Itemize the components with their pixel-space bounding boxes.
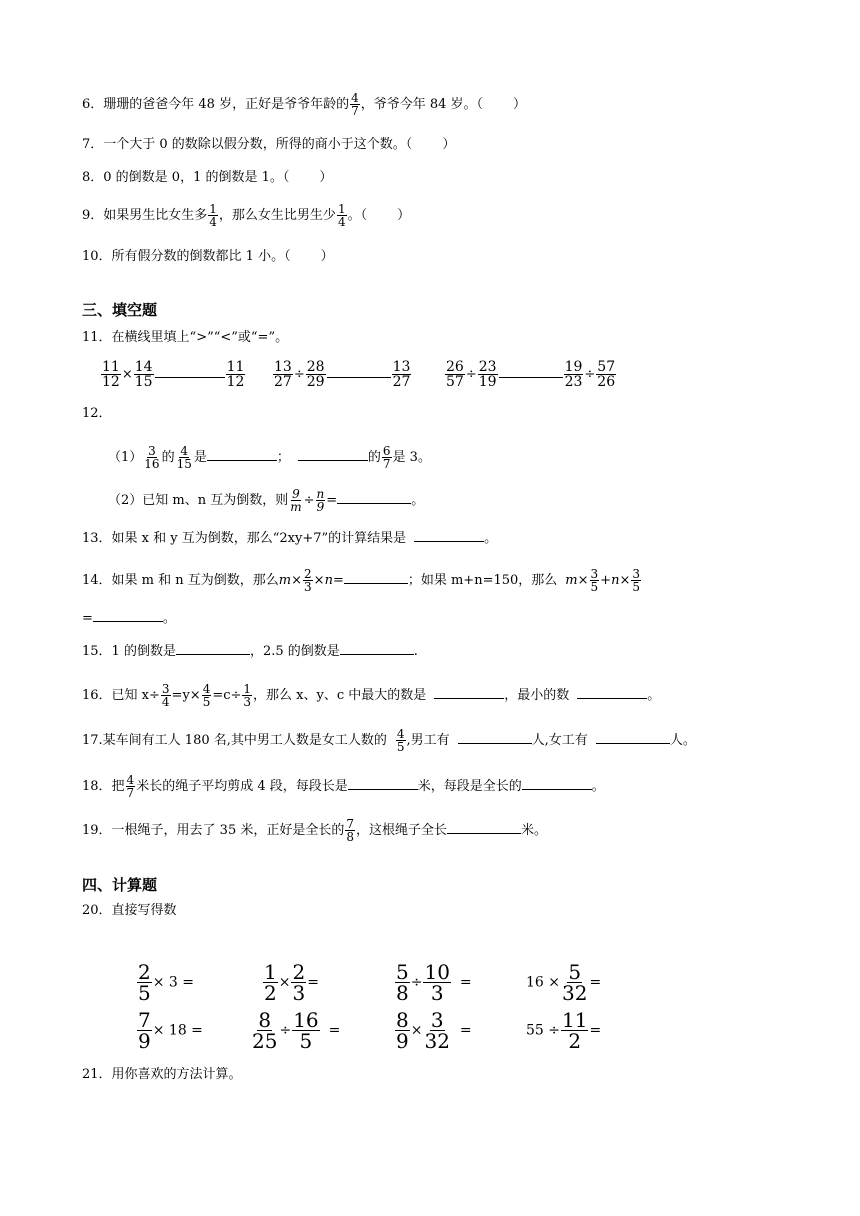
numerator: 1 xyxy=(337,202,346,216)
denominator: 12 xyxy=(226,374,245,390)
compare-item-3 xyxy=(444,360,617,389)
variable: n xyxy=(611,573,620,588)
fraction xyxy=(306,360,326,389)
operator: × xyxy=(278,974,291,991)
question-17 xyxy=(82,728,696,753)
numerator: 2 xyxy=(138,960,151,984)
question-8 xyxy=(82,171,332,184)
text: ，那么 x、y、c 中最大的数是 xyxy=(253,688,427,703)
denominator: 57 xyxy=(446,374,464,390)
answer-blank[interactable] xyxy=(155,376,225,378)
numerator: 2 xyxy=(292,960,306,984)
fraction xyxy=(596,360,616,389)
variable: m xyxy=(565,573,578,588)
numerator: 26 xyxy=(446,359,464,375)
denominator: 7 xyxy=(382,457,391,471)
numerator: 1 xyxy=(209,202,217,216)
answer-blank[interactable] xyxy=(447,832,521,834)
numerator: 6 xyxy=(382,444,391,458)
fraction xyxy=(590,568,600,593)
question-13 xyxy=(82,532,497,545)
numerator: 4 xyxy=(396,727,405,741)
numerator: 3 xyxy=(161,682,170,696)
question-12-part-1 xyxy=(108,445,431,470)
question-14-line-2 xyxy=(82,612,176,625)
denominator: 5 xyxy=(138,981,151,1005)
numerator: 5 xyxy=(396,960,409,984)
calc-expression-6 xyxy=(250,1010,340,1051)
numerator: 14 xyxy=(134,359,153,375)
variable: n xyxy=(324,573,333,588)
denominator: 32 xyxy=(424,1029,450,1053)
text: ，2.5 的倒数是 xyxy=(249,644,340,659)
text: 。 xyxy=(411,493,425,508)
denominator: 9 xyxy=(138,1029,151,1053)
question-9-text-end: 。（ xyxy=(347,208,368,223)
numerator: 11 xyxy=(226,359,245,375)
answer-blank[interactable] xyxy=(414,540,484,542)
answer-blank[interactable] xyxy=(298,459,368,461)
text: ；如果 m+n=150，那么 xyxy=(407,573,558,588)
numerator: 7 xyxy=(138,1008,151,1032)
denominator: 32 xyxy=(562,981,588,1005)
fraction xyxy=(395,962,410,1003)
expression-text: 16 × xyxy=(526,974,560,991)
operator: = xyxy=(328,1022,341,1039)
denominator: 7 xyxy=(126,786,135,800)
numerator: 10 xyxy=(424,960,450,984)
expression-text: 55 ÷ xyxy=(526,1022,560,1039)
question-7 xyxy=(82,138,455,151)
fraction xyxy=(631,568,641,593)
numerator: 3 xyxy=(590,567,599,581)
denominator: 5 xyxy=(299,1029,313,1053)
answer-blank[interactable] xyxy=(207,459,277,461)
question-14-text: 14．如果 m 和 n 互为倒数，那么 xyxy=(82,573,279,588)
numerator: 1 xyxy=(243,682,252,696)
numerator: 4 xyxy=(202,682,211,696)
question-6-text: 6．珊珊的爸爸今年 48 岁，正好是爷爷年龄的 xyxy=(82,97,350,112)
question-7-text: 7．一个大于 0 的数除以假分数，所得的商小于这个数。（ xyxy=(82,137,413,152)
text: 的 xyxy=(367,450,381,465)
operator: × xyxy=(121,367,133,382)
fraction xyxy=(226,360,246,389)
numerator: 57 xyxy=(597,359,616,375)
answer-blank[interactable] xyxy=(337,502,411,504)
fraction xyxy=(564,360,584,389)
denominator: 5 xyxy=(202,695,211,709)
calc-expression-1 xyxy=(136,962,194,1003)
calc-expression-8 xyxy=(526,1010,601,1051)
operator: ÷ xyxy=(293,367,305,382)
answer-blank[interactable] xyxy=(458,742,532,744)
fraction xyxy=(208,203,218,228)
operator: = xyxy=(459,974,472,991)
variable: m xyxy=(278,573,292,588)
calc-expression-4 xyxy=(526,962,601,1003)
fraction xyxy=(396,728,406,753)
denominator: 16 xyxy=(144,457,160,471)
denominator: 25 xyxy=(252,1029,278,1053)
denominator: 5 xyxy=(590,580,599,594)
fraction xyxy=(292,1010,319,1051)
text: 米，每段是全长的 xyxy=(417,779,522,794)
operator: = xyxy=(459,1022,472,1039)
numerator: 13 xyxy=(274,359,292,375)
numerator: 3 xyxy=(430,1008,444,1032)
denominator: 3 xyxy=(430,981,444,1005)
answer-blank[interactable] xyxy=(522,788,592,790)
fraction xyxy=(423,962,450,1003)
denominator: 3 xyxy=(304,580,312,594)
fraction xyxy=(263,962,278,1003)
text: 人,女工有 xyxy=(531,733,588,748)
question-18 xyxy=(82,774,605,799)
text: 是 xyxy=(193,450,207,465)
question-14 xyxy=(82,568,642,593)
numerator: n xyxy=(316,487,325,501)
question-19 xyxy=(82,818,547,843)
answer-paren-close: ） xyxy=(320,249,334,264)
fraction xyxy=(316,488,326,513)
numerator: 1 xyxy=(264,960,277,984)
fraction xyxy=(445,360,465,389)
numerator: 3 xyxy=(632,567,640,581)
fraction xyxy=(382,445,392,470)
numerator: 16 xyxy=(293,1008,319,1032)
question-13-text: 13．如果 x 和 y 互为倒数，那么“2xy+7”的计算结果是 xyxy=(82,531,407,546)
question-15 xyxy=(82,645,418,658)
expression-text: × 18 = xyxy=(152,1022,203,1039)
numerator: 23 xyxy=(478,359,497,375)
section-heading-calculation: 四、计算题 xyxy=(82,876,158,894)
question-6 xyxy=(82,92,526,117)
text: ； xyxy=(276,450,290,465)
denominator: 15 xyxy=(134,374,153,390)
question-10-text: 10．所有假分数的倒数都比 1 小。（ xyxy=(82,249,291,264)
question-12-part-2 xyxy=(108,488,424,513)
denominator: 5 xyxy=(632,580,640,594)
operator: ÷ xyxy=(279,1022,292,1039)
question-10 xyxy=(82,250,334,263)
operator: × xyxy=(577,573,589,588)
denominator: 9 xyxy=(396,1029,409,1053)
answer-paren-close: ） xyxy=(319,170,333,185)
fraction xyxy=(392,360,412,389)
text: 米。 xyxy=(521,823,548,838)
fraction xyxy=(289,488,302,513)
fraction xyxy=(137,1010,152,1051)
question-21 xyxy=(82,1068,242,1081)
numerator: 3 xyxy=(148,444,156,458)
answer-paren-close: ） xyxy=(513,97,527,112)
denominator: 26 xyxy=(597,374,616,390)
fraction xyxy=(202,683,212,708)
denominator: 7 xyxy=(351,104,359,118)
text: 。 xyxy=(162,611,176,626)
text: 。 xyxy=(484,531,498,546)
question-16-text: 16．已知 x÷ xyxy=(82,688,160,703)
question-12-number: 12． xyxy=(82,406,112,421)
answer-blank[interactable] xyxy=(577,697,647,699)
fraction xyxy=(273,360,293,389)
fraction xyxy=(561,962,588,1003)
operator: ÷ xyxy=(584,367,596,382)
operator: ÷ xyxy=(410,974,423,991)
fraction xyxy=(423,1010,450,1051)
numerator: 5 xyxy=(568,960,582,984)
denominator: 23 xyxy=(564,374,583,390)
denominator: m xyxy=(290,500,302,514)
part-label: （1） xyxy=(108,450,143,465)
compare-item-1 xyxy=(100,360,246,389)
numerator: 7 xyxy=(346,817,354,831)
answer-blank[interactable] xyxy=(327,376,391,378)
fraction xyxy=(345,818,355,843)
numerator: 8 xyxy=(396,1008,409,1032)
text: 的 xyxy=(161,450,175,465)
fraction xyxy=(350,92,360,117)
question-11-text: 11．在横线里填上“>”“<”或“=”。 xyxy=(82,330,289,345)
part-label: （2）已知 m、n 互为倒数，则 xyxy=(108,493,289,508)
text: 人。 xyxy=(669,733,696,748)
denominator: 5 xyxy=(396,740,405,754)
denominator: 27 xyxy=(392,374,411,390)
question-9-text-mid: ，那么女生比男生少 xyxy=(218,208,336,223)
denominator: 4 xyxy=(161,695,170,709)
text: 米长的绳子平均剪成 4 段，每段长是 xyxy=(136,779,348,794)
denominator: 15 xyxy=(176,457,192,471)
denominator: 4 xyxy=(337,215,346,229)
fraction xyxy=(561,1010,588,1051)
denominator: 8 xyxy=(396,981,409,1005)
fraction xyxy=(395,1010,410,1051)
denominator: 27 xyxy=(274,374,292,390)
answer-blank[interactable] xyxy=(93,620,163,622)
text: 是 3。 xyxy=(392,450,431,465)
calc-expression-5 xyxy=(136,1010,203,1051)
answer-paren-close: ） xyxy=(397,208,411,223)
question-6-text-end: ，爷爷今年 84 岁。（ xyxy=(360,97,484,112)
expression-text: × 3 = xyxy=(152,974,195,991)
numerator: 4 xyxy=(180,444,189,458)
question-20-text: 20．直接写得数 xyxy=(82,903,177,918)
question-21-text: 21．用你喜欢的方法计算。 xyxy=(82,1067,242,1082)
numerator: 9 xyxy=(292,487,300,501)
question-8-text: 8．0 的倒数是 0，1 的倒数是 1。（ xyxy=(82,170,290,185)
operator: = xyxy=(332,573,344,588)
text: . xyxy=(413,644,418,659)
question-11 xyxy=(82,331,288,344)
text: 。 xyxy=(647,688,661,703)
numerator: 11 xyxy=(102,359,120,375)
fraction xyxy=(134,360,154,389)
question-16 xyxy=(82,683,660,708)
text: =y× xyxy=(171,688,201,703)
answer-blank[interactable] xyxy=(348,788,418,790)
operator: ÷ xyxy=(303,493,315,508)
numerator: 4 xyxy=(351,91,359,105)
denominator: 29 xyxy=(306,374,325,390)
numerator: 28 xyxy=(306,359,325,375)
calc-expression-7 xyxy=(394,1010,472,1051)
text: =c÷ xyxy=(212,688,242,703)
text: ，这根绳子全长 xyxy=(356,823,448,838)
answer-blank[interactable] xyxy=(596,742,670,744)
operator: = xyxy=(307,974,319,991)
text: ，最小的数 xyxy=(504,688,570,703)
text: 。 xyxy=(591,779,605,794)
answer-paren-close: ） xyxy=(442,137,456,152)
question-20 xyxy=(82,904,177,917)
numerator: 8 xyxy=(258,1008,272,1032)
question-18-text: 18．把 xyxy=(82,779,125,794)
answer-blank[interactable] xyxy=(499,376,563,378)
denominator: 3 xyxy=(292,981,306,1005)
answer-blank[interactable] xyxy=(344,582,408,584)
operator: = xyxy=(326,493,338,508)
question-15-text: 15．1 的倒数是 xyxy=(82,644,176,659)
fraction xyxy=(137,962,152,1003)
operator: + xyxy=(600,573,612,588)
operator: × xyxy=(313,573,325,588)
fraction xyxy=(478,360,498,389)
fraction xyxy=(161,683,171,708)
answer-blank[interactable] xyxy=(340,653,414,655)
question-17-text: 17.某车间有工人 180 名,其中男工人数是女工人数的 xyxy=(82,733,387,748)
denominator: 9 xyxy=(316,500,325,514)
numerator: 13 xyxy=(392,359,411,375)
numerator: 2 xyxy=(304,567,312,581)
fraction xyxy=(126,774,136,799)
denominator: 2 xyxy=(568,1029,582,1053)
question-9-text: 9．如果男生比女生多 xyxy=(82,208,208,223)
denominator: 12 xyxy=(102,374,120,390)
fraction xyxy=(303,568,313,593)
question-9 xyxy=(82,203,410,228)
compare-item-2 xyxy=(272,360,412,389)
numerator: 19 xyxy=(564,359,583,375)
denominator: 4 xyxy=(209,215,217,229)
answer-blank[interactable] xyxy=(176,653,250,655)
fraction xyxy=(176,445,193,470)
operator: × xyxy=(291,573,303,588)
operator: = xyxy=(82,611,93,626)
denominator: 8 xyxy=(346,830,354,844)
fraction xyxy=(143,445,160,470)
question-12 xyxy=(82,407,112,420)
calc-expression-3 xyxy=(394,962,472,1003)
calc-expression-2 xyxy=(262,962,319,1003)
fraction xyxy=(251,1010,278,1051)
operator: = xyxy=(589,974,602,991)
question-19-text: 19．一根绳子，用去了 35 米，正好是全长的 xyxy=(82,823,345,838)
operator: = xyxy=(589,1022,602,1039)
denominator: 19 xyxy=(478,374,497,390)
operator: × xyxy=(410,1022,423,1039)
fraction xyxy=(337,203,347,228)
fraction xyxy=(242,683,252,708)
numerator: 4 xyxy=(126,773,135,787)
answer-blank[interactable] xyxy=(434,697,504,699)
denominator: 3 xyxy=(243,695,252,709)
operator: × xyxy=(619,573,631,588)
fraction xyxy=(101,360,121,389)
section-heading-fill-in: 三、填空题 xyxy=(82,301,158,319)
fraction xyxy=(291,962,306,1003)
operator: ÷ xyxy=(465,367,477,382)
text: ,男工有 xyxy=(406,733,450,748)
denominator: 2 xyxy=(264,981,277,1005)
numerator: 11 xyxy=(562,1008,588,1032)
